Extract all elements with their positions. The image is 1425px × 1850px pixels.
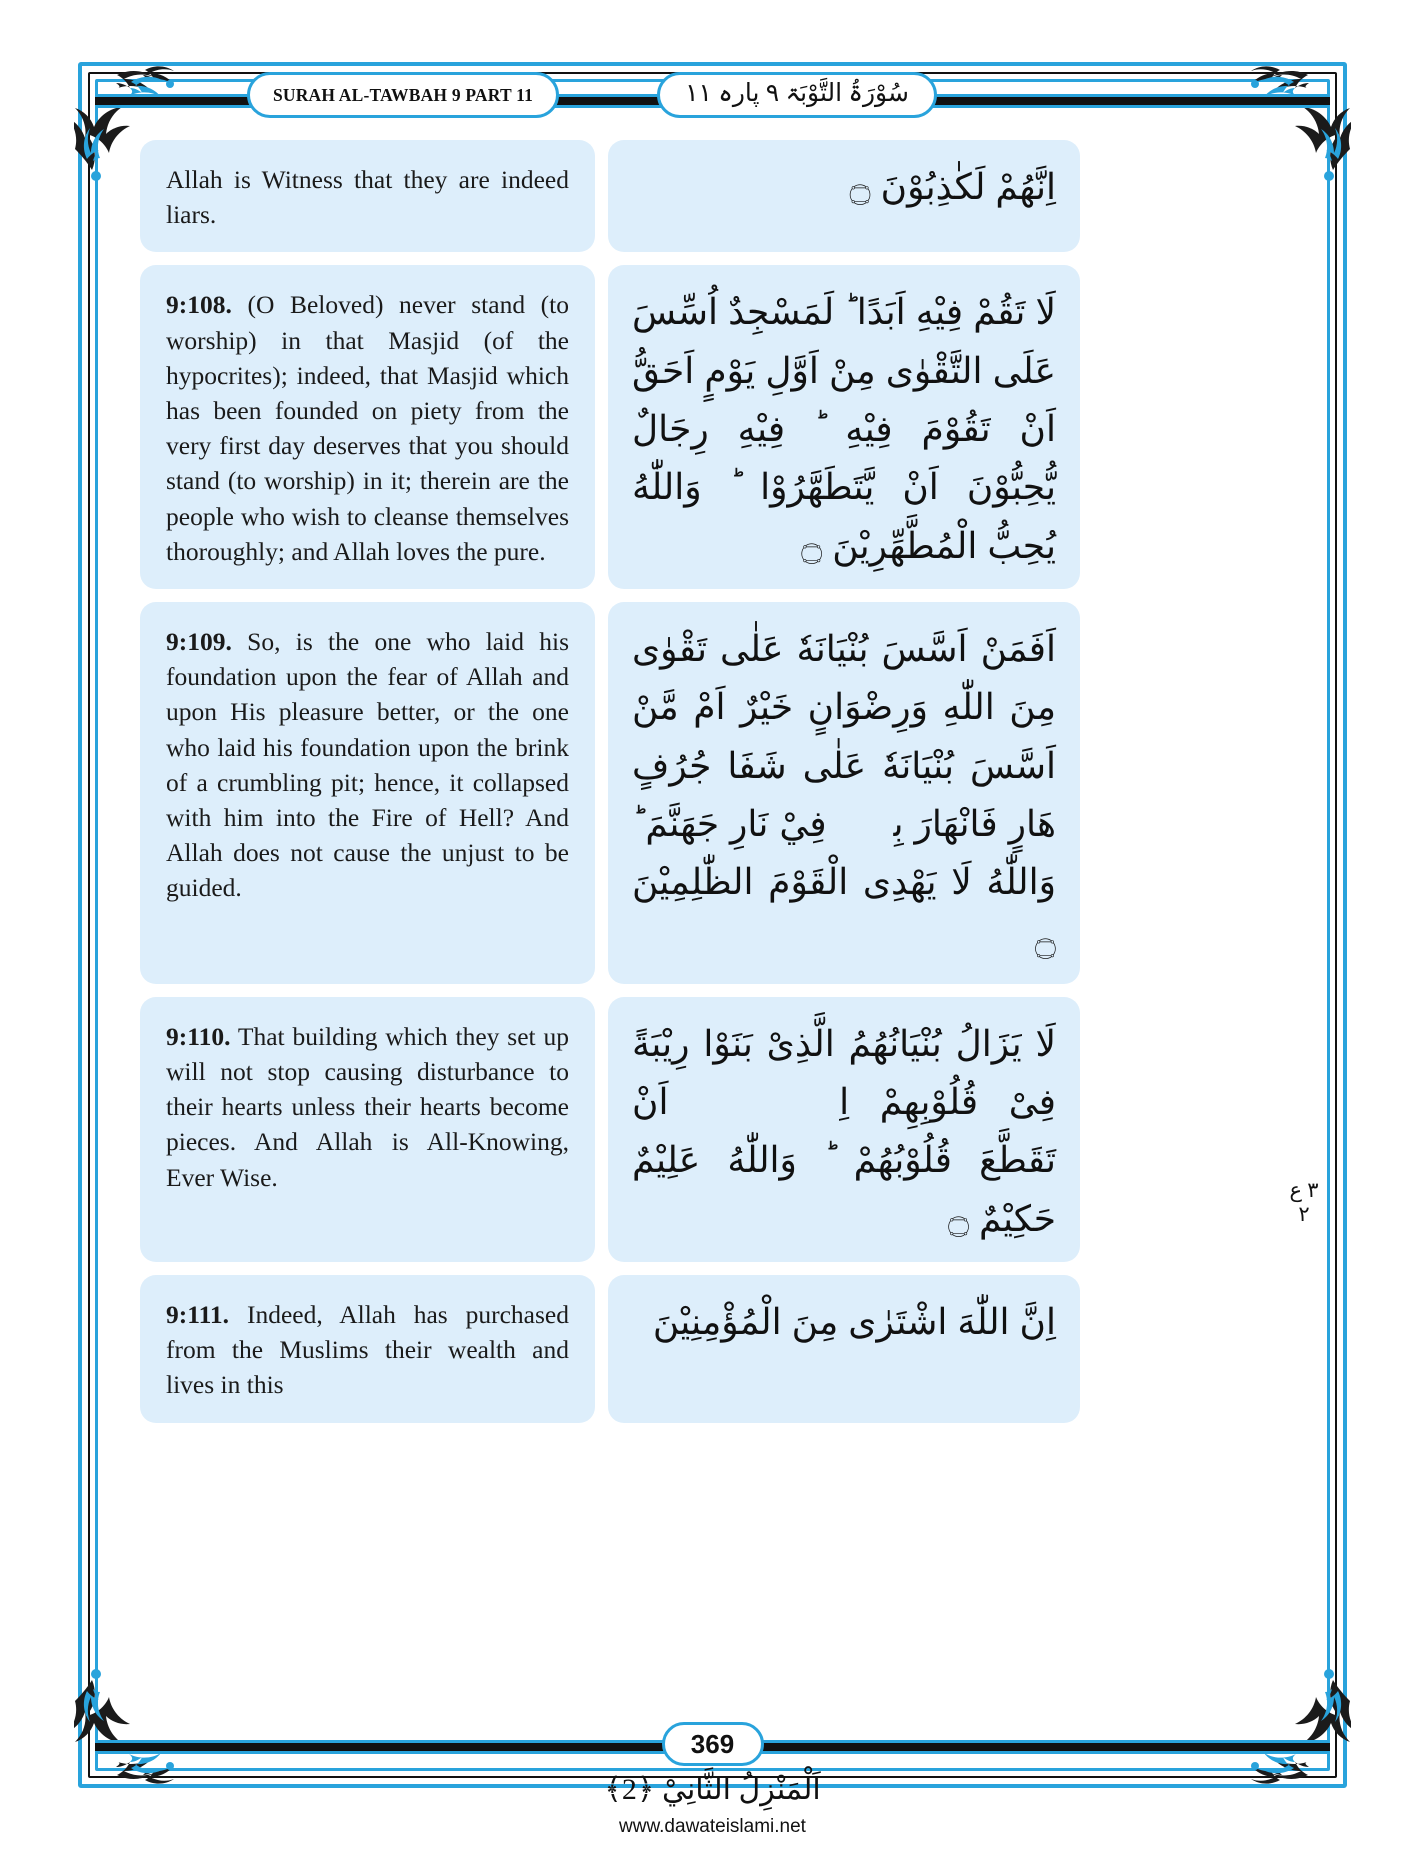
verse-english: That building which they set up will not stop causing disturbance to their hearts unless their hearts become pieces. And Allah is All-Knowing, Ever Wise. <box>166 1021 569 1192</box>
arabic-panel <box>608 997 1080 1262</box>
translation-text <box>166 1019 569 1195</box>
translation-text <box>166 162 569 232</box>
website-url: www.dawateislami.net <box>619 1816 806 1837</box>
header-title-arabic: سُوْرَۃُ التَّوْبَۃ ۹ پارہ ۱۱ <box>685 80 909 107</box>
verse-english: (O Beloved) never stand (to worship) in that Masjid (of the hypocrites); indeed, that Masjid which has been founded on piety from the very first day deserves that you should stand (to worship) in it; therein are the people who wish to cleanse themselves thoroughly; and Allah loves the pure. <box>166 290 569 566</box>
verse-row <box>140 265 1080 589</box>
arabic-panel <box>608 265 1080 589</box>
verse-number: 9:110. <box>166 1021 231 1051</box>
header-surah-banner-arabic <box>657 72 937 118</box>
verse-row <box>140 997 1080 1262</box>
translation-text <box>166 624 569 906</box>
translation-panel <box>140 140 595 252</box>
verse-english: Indeed, Allah has purchased from the Muslims their wealth and lives in this <box>166 1300 569 1400</box>
arabic-panel <box>608 1275 1080 1423</box>
translation-text <box>166 287 569 569</box>
arabic-text: اَفَمَنْ اَسَّسَ بُنْيَانَهٗ عَلٰى تَقْوٰى مِنَ اللّٰهِ وَرِضْوَانٍ خَيْرٌ اَمْ مَّنْ اَسَّسَ بُنْيَانَهٗ عَلٰى شَفَا جُرُفٍ هَارٍ فَانْهَارَ بِهٖ فِيْ نَارِ جَهَنَّمَ ؕ وَاللّٰهُ لَا يَهْدِى الْقَوْمَ الظّٰلِمِيْنَ ۝ <box>632 628 1056 961</box>
verse-number: 9:109. <box>166 626 232 656</box>
translation-panel <box>140 1275 595 1423</box>
arabic-text: لَا يَزَالُ بُنْيَانُهُمُ الَّذِىْ بَنَوْا رِيْبَةً فِىْ قُلُوْبِهِمْ اِلَّاۤ اَنْ تَقَطَّعَ قُلُوْبُهُمْ ؕ وَاللّٰهُ عَلِيْمٌ حَكِيْمٌ ۝ <box>632 1023 1056 1239</box>
page-number: 369 <box>662 1722 764 1766</box>
translation-panel <box>140 997 595 1262</box>
header-surah-banner-english <box>247 72 559 118</box>
translation-text <box>166 1297 569 1403</box>
translation-panel <box>140 265 595 589</box>
ruku-side-marker: ٣ ع ۲ <box>1289 1178 1319 1227</box>
verse-english: So, is the one who laid his foundation upon the fear of Allah and upon His pleasure better, or the one who laid his foundation upon the brink of a crumbling pit; hence, it collapsed with him into the Fire of Hell? And Allah does not cause the unjust to be guided. <box>166 626 569 903</box>
verse-english: Allah is Witness that they are indeed liars. <box>166 165 569 230</box>
header-title-english: SURAH AL-TAWBAH 9 PART 11 <box>272 84 534 105</box>
page-footer <box>95 1724 1330 1837</box>
verse-row <box>140 140 1080 252</box>
arabic-text: لَا تَقُمْ فِيْهِ اَبَدًا ؕ لَمَسْجِدٌ اُسِّسَ عَلَى التَّقْوٰى مِنْ اَوَّلِ يَوْمٍ اَحَقُّ اَنْ تَقُوْمَ فِيْهِ ؕ فِيْهِ رِجَالٌ يُّحِبُّوْنَ اَنْ يَّتَطَهَّرُوْا ؕ وَاللّٰهُ يُحِبُّ الْمُطَّهِّرِيْنَ ۝ <box>632 292 1056 566</box>
verse-number: 9:111. <box>166 1300 230 1330</box>
arabic-text: اِنَّ اللّٰهَ اشْتَرٰى مِنَ الْمُؤْمِنِيْنَ <box>652 1302 1056 1343</box>
verse-number: 9:108. <box>166 290 232 320</box>
arabic-panel <box>608 140 1080 252</box>
verse-row <box>140 602 1080 984</box>
arabic-text: اِنَّهُمْ لَكٰذِبُوْنَ ۝ <box>849 167 1056 207</box>
arabic-panel <box>608 602 1080 984</box>
verse-list <box>140 140 1080 1436</box>
verse-row <box>140 1275 1080 1423</box>
manzil-label: اَلْمَنْزِلُ الثَّانِيْ ﴿2﴾ <box>604 1773 821 1806</box>
page-header <box>95 72 1330 124</box>
translation-panel <box>140 602 595 984</box>
